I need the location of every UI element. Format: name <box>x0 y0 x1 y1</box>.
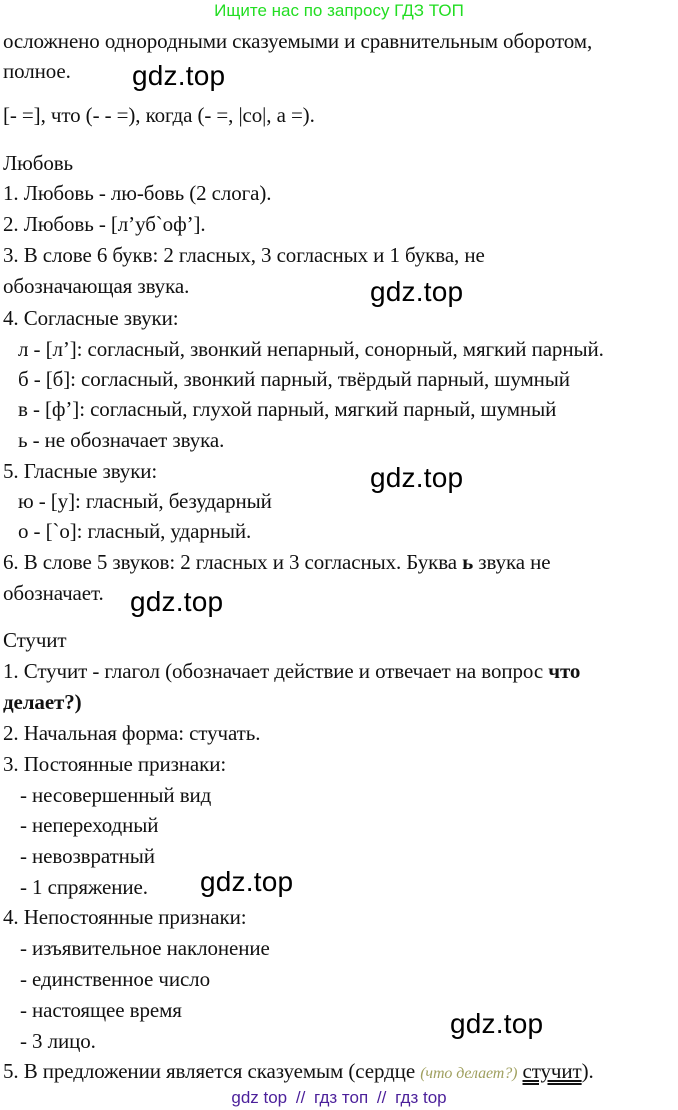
text-run: 1. Стучит - глагол (обозначает действие и отвечает на вопрос <box>3 659 549 683</box>
paragraph: 4. Непостоянные признаки: <box>3 905 247 929</box>
paragraph <box>3 658 580 684</box>
feature-item: - настоящее время <box>20 998 182 1022</box>
text-line: полное. <box>3 59 71 83</box>
paragraph: 3. Постоянные признаки: <box>3 752 227 776</box>
paragraph: 1. Любовь - лю-бовь (2 слога). <box>3 181 272 205</box>
vowel-item: о - [`о]: гласный, ударный. <box>18 519 252 543</box>
footer-link[interactable]: гдз top <box>395 1088 447 1107</box>
paragraph <box>3 1058 594 1087</box>
feature-item: - изъявительное наклонение <box>20 936 270 960</box>
watermark-logo: gdz.top <box>450 1008 544 1039</box>
feature-item: - несовершенный вид <box>20 783 212 807</box>
watermark-logo: gdz.top <box>132 60 226 91</box>
paragraph: 5. Гласные звуки: <box>3 459 158 483</box>
paragraph: обозначающая звука. <box>3 274 190 298</box>
bold-letter: ь <box>462 550 474 574</box>
paragraph: 4. Согласные звуки: <box>3 306 179 330</box>
feature-item: - 3 лицо. <box>20 1029 96 1053</box>
text-line: осложнено однородными сказуемыми и сравнительным оборотом, <box>3 29 593 53</box>
feature-item: - невозвратный <box>20 844 155 868</box>
bold-question: что <box>548 659 581 683</box>
feature-item: - 1 спряжение. <box>20 875 148 899</box>
text-run: ). <box>581 1059 594 1083</box>
footer-link[interactable]: gdz top <box>231 1088 288 1107</box>
vowel-item: ю - [у]: гласный, безударный <box>18 489 272 513</box>
question-hint: (что делает?) <box>420 1065 518 1082</box>
footer-link[interactable]: гдз топ <box>314 1088 369 1107</box>
text-run: 6. В слове 5 звуков: 2 гласных и 3 согласных. Буква <box>3 550 463 574</box>
text-run: звука не <box>473 550 551 574</box>
search-banner[interactable]: Ищите нас по запросу ГДЗ ТОП <box>214 1 464 20</box>
paragraph: обозначает. <box>3 581 104 605</box>
footer-links <box>0 1088 678 1108</box>
watermark-logo: gdz.top <box>130 586 224 617</box>
watermark-logo: gdz.top <box>370 462 464 493</box>
consonant-item: б - [б]: согласный, звонкий парный, твёрдый парный, шумный <box>18 367 570 391</box>
footer-separator: // <box>376 1088 387 1107</box>
section-title-love: Любовь <box>3 151 74 175</box>
consonant-item: в - [ф’]: согласный, глухой парный, мягкий парный, шумный <box>18 397 557 421</box>
text-run: 5. В предложении является сказуемым (сердце <box>3 1059 421 1083</box>
watermark-logo: gdz.top <box>370 276 464 307</box>
watermark-logo: gdz.top <box>200 866 294 897</box>
consonant-item: ь - не обозначает звука. <box>18 428 225 452</box>
paragraph: 3. В слове 6 букв: 2 гласных, 3 согласных и 1 буква, не <box>3 243 485 267</box>
feature-item: - единственное число <box>20 967 210 991</box>
bold-question: делает?) <box>3 690 82 714</box>
sentence-scheme: [- =], что (- - =), когда (- =, |со|, а =). <box>3 103 315 127</box>
footer-separator: // <box>295 1088 306 1107</box>
feature-item: - непереходный <box>20 813 159 837</box>
paragraph: 2. Начальная форма: стучать. <box>3 721 261 745</box>
section-title-knock: Стучит <box>3 628 67 652</box>
consonant-item: л - [л’]: согласный, звонкий непарный, сонорный, мягкий парный. <box>18 337 604 361</box>
paragraph <box>3 549 551 575</box>
paragraph: 2. Любовь - [л’уб`оф’]. <box>3 212 206 236</box>
predicate-word: стучит <box>522 1059 582 1083</box>
paragraph <box>3 689 82 715</box>
